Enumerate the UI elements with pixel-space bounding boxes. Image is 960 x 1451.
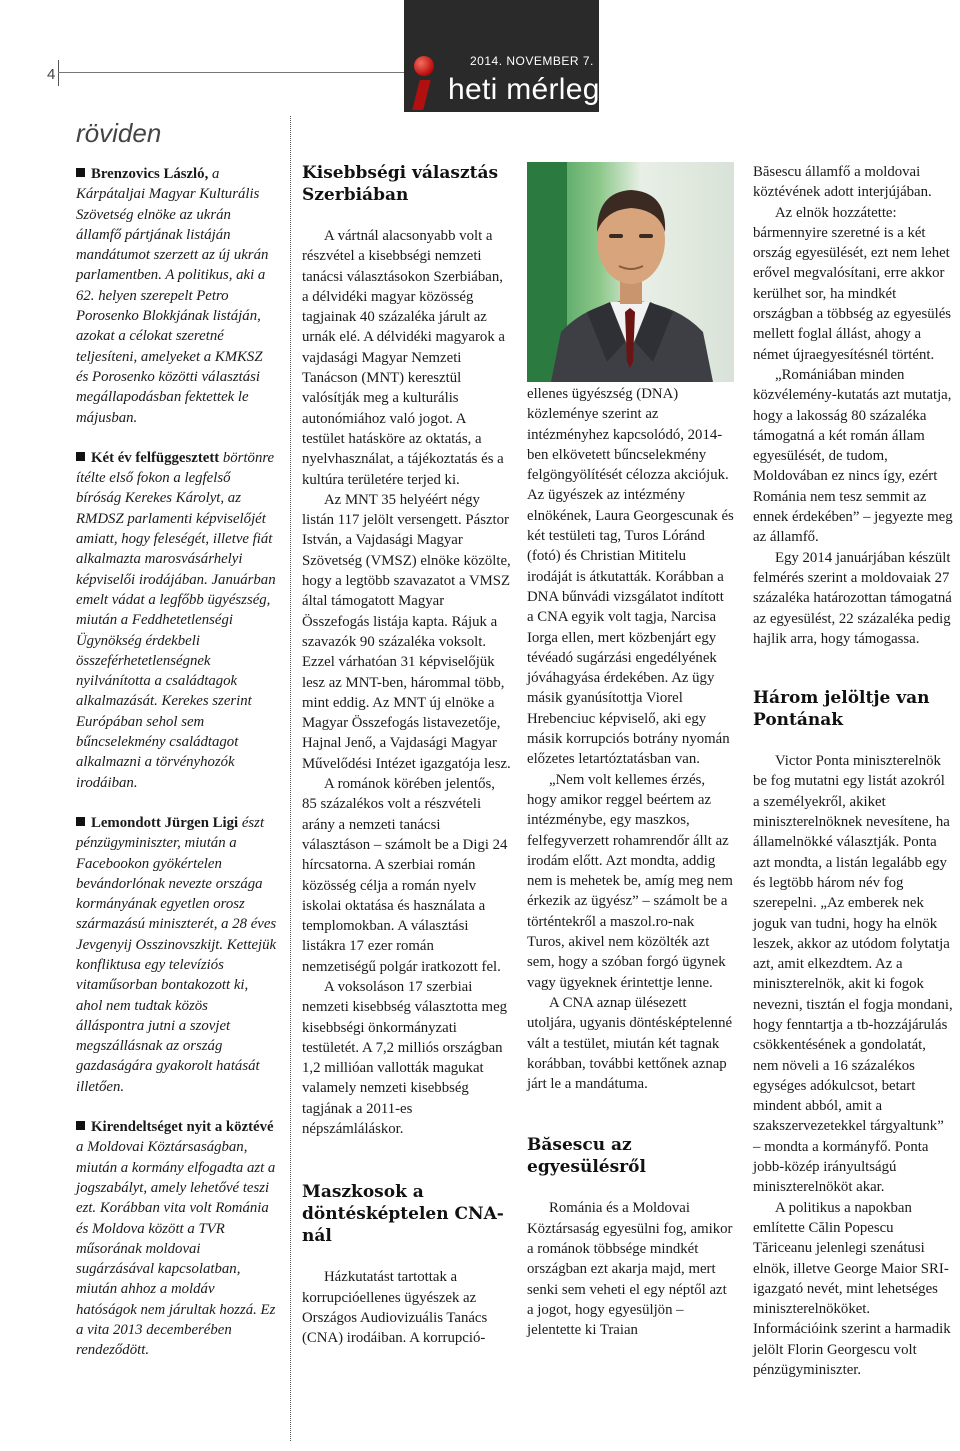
bullet-square-icon (76, 817, 85, 826)
article-paragraph: ellenes ügyészség (DNA) közleménye szerint az intézményhez kapcsolódó, 2014-ben elkövetett bűncselekmény felgöngyölítését célozza akciójuk. Az ügyészek az intézmény elnökének, Laura Georgescunak és két testületi tag, Turos Lóránd (fotó) és Christian Mititelu irodáját is átkutatták. Korábban a DNA bűnvádi vizsgálatot indított a CNA egyik volt tagja, Narcisa Iorga ellen, mert közbenjárt egy tévéadó sugárzási engedélyének jóváhagyása érdekében. Az ügy másik gyanúsítottja Viorel Hrebenciuc képviselő, aki egy másik korrupciós botrány nyomán előzetes letartóztatásban van. (527, 386, 734, 768)
bullet-square-icon (76, 1121, 85, 1130)
article-paragraph: „Nem volt kellemes érzés, hogy amikor reggel beértem az intézménybe, egy maszkos, felfegyverzett rohamrendőr állt az irodám előtt. Azt mondta, addig nem is mehetek be, amíg meg nem érkezik az ügyész” – számolt be a történtekről a maszol.ro-nak Turos, akivel nem közölték azt sem, hogy a szóban forgó ügynek vagy ügyeknek érintettje lenne. (527, 771, 733, 991)
article-column-4 (753, 162, 953, 1380)
page-number-rule (58, 60, 59, 86)
article-headline-serbia: Kisebbségi választás Szerbiában (302, 163, 499, 205)
brief-item-lead: Kirendeltséget nyit a köztévé (91, 1119, 274, 1136)
logo-dot-icon (414, 56, 434, 76)
column-separator (290, 116, 291, 1441)
top-rule (58, 72, 404, 73)
header-date: 2014. NOVEMBER 7. (470, 54, 594, 68)
brief-item-lead: Lemondott Jürgen Ligi (91, 814, 239, 831)
article-paragraph: Băsescu államfő a moldovai köztévének adott interjújában. (753, 164, 932, 201)
brief-item-lead: Brenzovics László, (91, 166, 209, 182)
section-kicker: röviden (76, 118, 162, 148)
article-paragraph: A CNA aznap ülésezett utoljára, ugyanis döntésképtelenné vált a testület, miután két tagnak korábban, további kettőnek aznap járt le a mandátuma. (527, 994, 733, 1093)
brief-item-text: börtönre ítélte első fokon a legfelső bíróság Kerekes Károlyt, az RMDSZ parlamenti képviselőjét amiatt, hogy feleségét, illetve fiát alkalmazta marosvásárhelyi képviselői irodájában. Januárban emelt vádat a legfőbb ügyészség, miután a Feddhetetlenségi Ügynökség érdekbeli összeférhetetlenségnek nyilvánította a családtagok alkalmazását. Kerekes szerint Európában sehol sem bűncselekmény családtagot alkalmazni a törvényhozók irodáiban. (76, 449, 276, 791)
article-paragraph: Házkutatást tartottak a korrupcióellenes ügyészek az Országos Audiovizuális Tanács (CNA) irodáiban. A korrupció- (302, 1269, 488, 1347)
brief-item-text: a Moldovai Köztársaságban, miután a kormány elfogadta azt a jogszabályt, amely lehetővé teszi ezt. Korábban vita volt Románia és Moldova között a TVR műsorának moldovai sugárzásával kapcsolatban, miután ahhoz a moldáv hatóságok nem járultak hozzá. Ez a vita 2013 decemberében rendeződött. (76, 1139, 276, 1359)
brief-column (76, 164, 277, 1361)
article-paragraph: Az elnök hozzátette: bármennyire szeretné is a két ország egyesülését, ezt nem lehet erővel megvalósítani, erre akkor kerülhet sor, ha mindkét országban a többség az egyesülés mellett foglal állást, ahogy a német újraegyesítésnél történt. (753, 204, 952, 363)
article-headline-basescu: Băsescu az egyesülésről (527, 1135, 646, 1178)
header-title: heti mérleg (448, 73, 600, 106)
bullet-square-icon (76, 452, 85, 461)
brief-item (76, 164, 277, 428)
brief-item-text: a Kárpátaljai Magyar Kulturális Szövetség elnöke az ukrán államfő pártjának listáján mandátumot szerzett az új ukrán parlamentben. A politikus, aki a 62. helyen szerepelt Petro Porosenko Blokkjának listáján, azokat a célokat szeretné teljesíteni, amelyeket a KMKSZ és Porosenko közötti választási megállapodásban fektettek le májusban. (76, 166, 269, 426)
bullet-square-icon (76, 168, 85, 177)
article-paragraph: Románia és a Moldovai Köztársaság egyesülni fog, amikor a románok többsége mindkét országban ezt akarja majd, mert senki sem veheti el egy néptől azt a jogot, hogy egyesüljön – jelentette ki Traian (527, 1200, 733, 1339)
article-paragraph: Az MNT 35 helyéért négy listán 117 jelölt versengett. Pásztor István, a Vajdasági Magyar Szövetség (VMSZ) elnöke közölte, hogy a legtöbb szavazatot a VMSZ által támogatott Magyar Összefogás listája kapta. Rájuk a szavazók 90 százaléka voksolt. Ezzel várhatóan 31 képviselőjük lesz az MNT-ben, hárommal több, mint eddig. Az MNT új elnöke a Magyar Összefogás listavezetője, Hajnal Jenő, a Vajdasági Magyar Művelődési Intézet igazgatója lesz. (302, 491, 511, 772)
article-paragraph: A politikus a napokban említette Călin Popescu Tăriceanu jelenlegi szenátusi elnök, illetve George Maior SRI-igazgató nevét, mint lehetséges miniszterelnököket. Információink szerint a harmadik jelölt Florin Georgescu volt pénzügyminiszter. (753, 1199, 951, 1379)
brief-item-lead: Két év felfüggesztett (91, 449, 220, 466)
article-column-2 (302, 162, 511, 1349)
article-paragraph: Egy 2014 januárjában készült felmérés szerint a moldovaiak 27 százaléka határozottan támogatná az egyesülést, 22 százaléka pedig hajlik arra, hogy támogassa. (753, 549, 952, 647)
article-headline-ponta: Három jelöltje van Pontának (753, 688, 930, 731)
article-headline-cna: Maszkosok a döntésképtelen CNA-nál (302, 1182, 504, 1247)
article-column-3 (527, 384, 734, 1340)
brief-item (76, 1117, 277, 1361)
portrait-photo (527, 162, 734, 382)
article-paragraph: Victor Ponta miniszterelnök be fog mutatni egy listát azokról a személyekről, akiket miniszterelnöknek nevesítene, ha államelnökké választják. Ponta azt mondta, a listán legalább egy és legtöbb három név fog szerepelni. „Az emberek nek joguk van tudni, hogy ha elnök leszek, akkor az utódom folytatja azt, amit elkezdtem. Az a miniszterelnök, akit ki fogok nevezni, tisztán el fogja mondani, hogy fenntartja a tb-hozzájárulás csökkentésének a gondolatát, nem növeli a 16 százalékos egységes adókulcsot, betart mindent abból, amit a szakszervezetekkel tárgyaltunk” – mondta a kormányfő. Ponta jobb-közép irányultságú miniszterelnököt akar. (753, 753, 953, 1196)
brief-item (76, 448, 277, 793)
article-paragraph: „Romániában minden közvélemény-kutatás azt mutatja, hogy a lakosság 80 százaléka támogatná a két román állam egyesülését, de tudom, Moldovában ez nincs így, ezért Románia nem tesz semmit az ennek érdekében” – jegyezte meg az államfő. (753, 366, 953, 546)
article-paragraph: A voksoláson 17 szerbiai nemzeti kisebbség választotta meg kisebbségi önkormányzati testületét. A 7,2 milliós országban 1,2 millióan vallották magukat valamely nemzeti kisebbség tagjának a 2011-es népszámláláskor. (302, 978, 508, 1138)
article-paragraph: A románok körében jelentős, 85 százalékos volt a részvételi arány a nemzeti tanácsi választáson – számolt be a Digi 24 hírcsatorna. A szerbiai román közösség célja a román nyelv iskolai oktatása és használata a templomokban. A választási listákra 17 ezer román nemzetiségű polgár iratkozott fel. (302, 776, 508, 975)
article-paragraph: A vártnál alacsonyabb volt a részvétel a kisebbségi nemzeti tanácsi választásokon Szerbiában, a délvidéki magyar közösség tagjainak 40 százaléka járult az urnák elé. A délvidéki magyarok a vajdasági Magyar Nemzeti Tanácson (MNT) keresztül valósítják meg a kulturális autonómiához való jogot. A testület hatásköre az oktatás, a nyelvhasználat, a tájékoztatás és a kultúra területére terjed ki. (302, 228, 505, 488)
brief-item-text: észt pénzügyminiszter, miután a Facebookon gyökértelen bevándorlónak nevezte országa kormányának egyetlen orosz származású miniszterét, a 28 éves Jevgenyij Osszinovszkijt. Kettejük konfliktusa egy televíziós vitaműsorban bontakozott ki, ahol nem tudtak közös álláspontra jutni a szovjet megszállásnak az ország gazdaságára gyakorolt hatását illetően. (76, 814, 277, 1095)
brief-item (76, 813, 277, 1097)
page-number: 4 (47, 66, 56, 83)
